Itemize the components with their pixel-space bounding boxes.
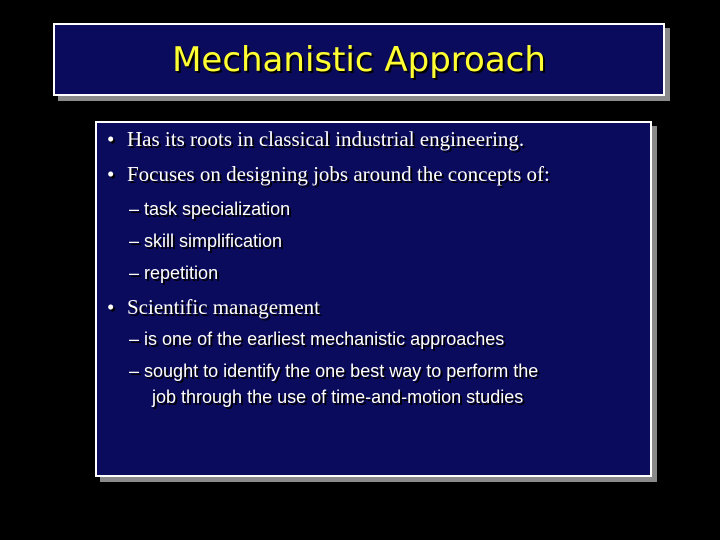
dash-glyph: – — [129, 231, 140, 251]
sub-item — [129, 329, 504, 350]
dash-glyph: – — [129, 199, 140, 219]
bullet-glyph: • — [107, 127, 115, 151]
title-panel — [53, 23, 665, 96]
bullet-text: Has its roots in classical industrial engineering. — [127, 127, 525, 151]
sub-item-text: sought to identify the one best way to perform the — [144, 361, 539, 381]
slide-title: Mechanistic Approach — [172, 39, 546, 80]
bullet-text: Scientific management — [127, 295, 321, 319]
sub-item-text: skill simplification — [144, 231, 283, 251]
bullet-item — [107, 295, 320, 320]
dash-glyph: – — [129, 329, 140, 349]
sub-item-continuation: job through the use of time-and-motion studies — [152, 387, 524, 407]
bullet-text: Focuses on designing jobs around the concepts of: — [127, 162, 550, 186]
sub-item-text: repetition — [144, 263, 219, 283]
sub-item — [129, 263, 218, 284]
content-panel — [95, 121, 652, 477]
dash-glyph: – — [129, 263, 140, 283]
sub-item — [129, 199, 290, 220]
bullet-glyph: • — [107, 162, 115, 186]
dash-glyph: – — [129, 361, 140, 381]
sub-item-text: task specialization — [144, 199, 291, 219]
sub-item — [129, 361, 538, 382]
sub-item — [129, 231, 282, 252]
bullet-glyph: • — [107, 295, 115, 319]
sub-item-text: is one of the earliest mechanistic approaches — [144, 329, 505, 349]
bullet-item — [107, 162, 550, 187]
bullet-item — [107, 127, 524, 152]
